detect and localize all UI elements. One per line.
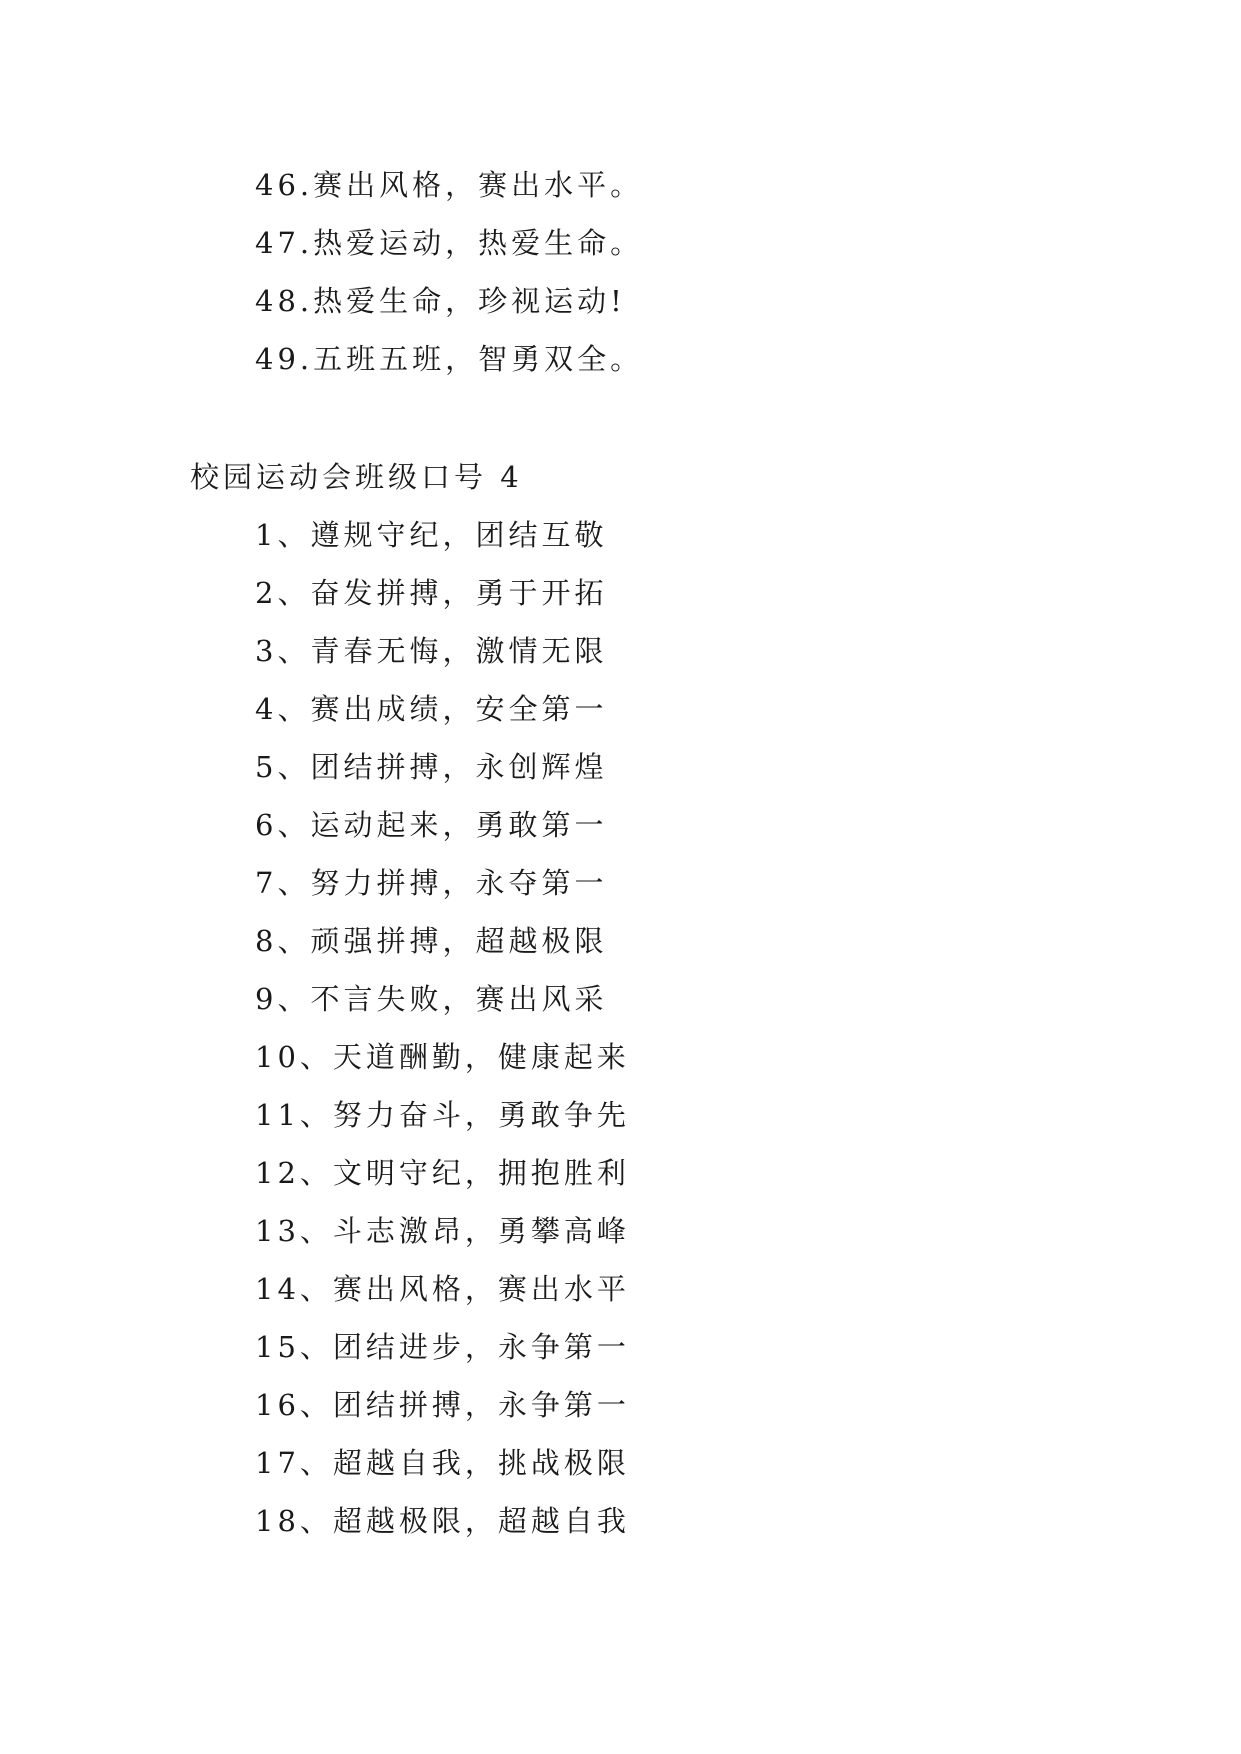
slogan-item: 17、超越自我，挑战极限 [255,1446,630,1480]
slogan-item: 12、文明守纪，拥抱胜利 [255,1156,630,1190]
slogan-item: 48.热爱生命，珍视运动! [255,284,626,318]
slogan-item: 9、不言失败，赛出风采 [255,982,608,1016]
slogan-list-continued [255,156,643,388]
slogan-item: 18、超越极限，超越自我 [255,1504,630,1538]
slogan-list [255,506,630,1550]
slogan-item: 2、奋发拼搏，勇于开拓 [255,576,608,610]
section-heading: 校园运动会班级口号 4 [190,460,523,494]
slogan-item: 1、遵规守纪，团结互敬 [255,518,608,552]
slogan-item: 13、斗志激昂，勇攀高峰 [255,1214,630,1248]
slogan-item: 3、青春无悔，激情无限 [255,634,608,668]
slogan-item: 15、团结进步，永争第一 [255,1330,630,1364]
slogan-item: 5、团结拼搏，永创辉煌 [255,750,608,784]
slogan-item: 46.赛出风格，赛出水平。 [255,168,644,202]
slogan-item: 16、团结拼搏，永争第一 [255,1388,630,1422]
slogan-item: 47.热爱运动，热爱生命。 [255,226,644,260]
slogan-item: 10、天道酬勤，健康起来 [255,1040,630,1074]
slogan-item: 11、努力奋斗，勇敢争先 [255,1098,630,1132]
slogan-item: 49.五班五班，智勇双全。 [255,342,644,376]
slogan-item: 14、赛出风格，赛出水平 [255,1272,630,1306]
slogan-item: 6、运动起来，勇敢第一 [255,808,608,842]
slogan-item: 4、赛出成绩，安全第一 [255,692,608,726]
slogan-item: 8、顽强拼搏，超越极限 [255,924,608,958]
slogan-item: 7、努力拼搏，永夺第一 [255,866,608,900]
